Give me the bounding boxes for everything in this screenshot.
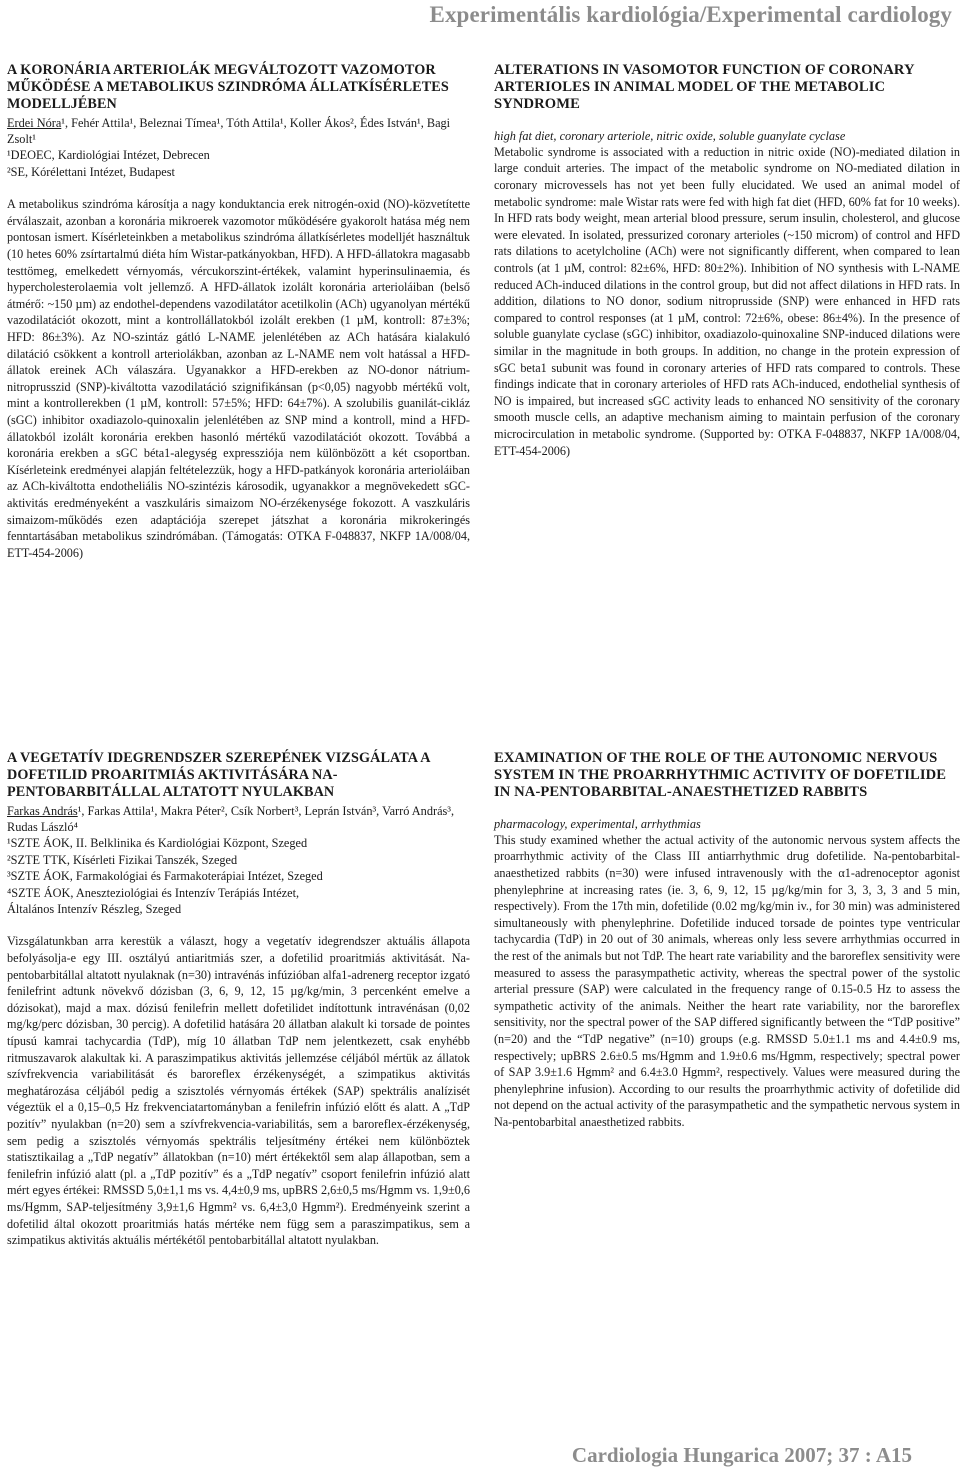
article-1-english — [494, 62, 960, 459]
article-2-en-keywords: pharmacology, experimental, arrhythmias — [494, 816, 701, 831]
article-1-en-abstract: Metabolic syndrome is associated with a reduction in nitric oxide (NO)-mediated dilation in large conduit arteries. The impact of the metabolic syndrome on NO-mediated dilation in coronary microvessels has not yet been fully elucidated. We used an animal model of metabolic syndrome: male Wistar rats were fed with high fat diet (HFD, 60% fat for 10 weeks). In HFD rats body weight, mean arterial blood pressure, serum insulin, cholesterol, and glucose were elevated. In isolated, pressurized coronary arterioles (~150 microm) of control and HFD rats dilations to acetylcholine (ACh) were not significantly different, when compared to lean controls (at 1 µM, control: 82±6%, HFD: 80±2%). Inhibition of NO synthesis with L-NAME reduced ACh-induced dilations in the control group, but did not affect dilations in HFD rats. In addition, dilations to NO donor, sodium nitroprusside (SNP) were enhanced in HFD rats compared to control responses (at 1 µM, control: 72±6%, obese: 86±4%). In the presence of soluble guanylate cyclase (sGC) inhibitor, oxadiazolo-quinoxaline SNP-induced dilations were similar in the magnitude in both groups. In addition, no change in the protein expression of sGC beta1 subunit was found in coronary arteries of HFD rats compared to controls. These findings indicate that in coronary arterioles of HFD rats ACh-induced, endothelial synthesis of NO is impaired, but increased sGC activity leads to enhanced NO sensitivity of the coronary smooth muscle cells, an adaptive mechanism aiming to maintain perfusion of the coronary microcirculation in metabolic syndrome. (Supported by: OTKA F-048837, NKFP 1A/008/04, ETT-454-2006) — [494, 144, 960, 458]
article-2-hu-affiliations — [7, 835, 470, 917]
article-2-hu-title: A VEGETATÍV IDEGRENDSZER SZEREPÉNEK VIZSGÁLATA A DOFETILID PROARITMIÁS AKTIVITÁSÁRA NA-PENTOBARBITÁLLAL ALTATOTT NYULAKBAN — [7, 750, 430, 801]
journal-footer: Cardiologia Hungarica 2007; 37 : A15 — [571, 1443, 912, 1467]
article-2-hu-authors — [7, 803, 470, 836]
co-authors: ¹, Farkas Attila¹, Makra Péter², Csík Norbert³, Leprán István³, Varró András³, Rudas László⁴ — [7, 803, 455, 835]
article-1-hu-abstract: A metabolikus szindróma károsítja a nagy konduktancia erek nitrogén-oxid (NO)-közvetítette érválaszait, azonban a koronária mikroerek vazomotor működésére gyakorolt hatása még nem pontosan ismert. Kísérleteinkben a metabolikus szindróma állatkísérletes modelljét használtuk (10 hetes 60% zsírtartalmú diéta hím Wistar-patkányokban, HFD). A HFD-állatokra magasabb testtömeg, emelkedett vérnyomás, vércukorszint-értékek, valamint hyperinsulinaemia, és hypercholesterolaemia volt jellemző. A HFD-állatok izolált koronária arterioláiban (belső átmérő: ~150 µm) az endothel-dependens vazodilatátor acetilkolin (ACh) ugyanolyan mértékű vazodilatációt okozott, mint a kontrollállatokból izolált erekben (1 µM, kontroll: 87±3%; HFD: 86±3%). Az NO-szintáz gátló L-NAME jelenlétében az ACh hatására kialakuló dilatáció csökkent a kontroll arteriolákban, azonban az L-NAME nem volt hatással a HFD-állatok ereinek ACh válaszára. Ugyanakkor a HFD-erekben az NO-donor nátrium-nitroprusszid (SNP)-kiváltotta vazodilatáció szignifikánsan (p<0,05) nagyobb mértékű volt, mint a kontrollerekben (1 µM, kontroll: 57±5%; HFD: 64±7%). A szolubilis guanilát-cikláz (sGC) inhibitor oxadiazolo-quinoxalin jelenlétében az SNP mind a kontroll, mind a HFD-állatokból izolált koronária erekben hasonló mértékű vazodilatációt okozott. Továbbá a koronária erekben a sGC béta1-alegység expressziója nem különbözött a két csoportban. Kísérleteink eredményei alapján feltételezzük, hogy a HFD-patkányok koronária arterioláiban az ACh-kiváltotta endotheliális NO-szintézis károsodik, ugyanakkor a megnövekedett sGC-aktivitás eredményeként a vaszkuláris simaizom NO-érzékenysége fokozott. A vaszkuláris simaizom-működés ezen adaptációja szerepet játszhat a koronária mikrokeringés fenntartásában metabolikus szindrómában. (Támogatás: OTKA F-048837, NKFP 1A/008/04, ETT-454-2006) — [7, 197, 470, 560]
article-1-en-title: ALTERATIONS IN VASOMOTOR FUNCTION OF CORONARY ARTERIOLES IN ANIMAL MODEL OF THE METABOLIC SYNDROME — [494, 62, 915, 113]
affiliation-1: ¹SZTE ÁOK, II. Belklinika és Kardiológiai Központ, Szeged — [7, 836, 308, 851]
presenting-author: Erdei Nóra — [7, 115, 62, 130]
affiliation-4-continued: Általános Intenzív Részleg, Szeged — [7, 902, 182, 917]
article-1-hu-title: A KORONÁRIA ARTERIOLÁK MEGVÁLTOZOTT VAZOMOTOR MŰKÖDÉSE A METABOLIKUS SZINDRÓMA ÁLLATKÍSÉRLETES MODELLJÉBEN — [7, 62, 449, 113]
affiliation-1: ¹DEOEC, Kardiológiai Intézet, Debrecen — [7, 148, 210, 163]
affiliation-4: ⁴SZTE ÁOK, Aneszteziológiai és Intenzív Terápiás Intézet, — [7, 885, 300, 900]
affiliation-2: ²SZTE TTK, Kísérleti Fizikai Tanszék, Szeged — [7, 852, 238, 867]
article-2-en-abstract: This study examined whether the actual activity of the autonomic nervous system affects the proarrhythmic activity of the Class III antiarrhythmic drug dofetilide. Na-pentobarbital-anaesthetized rabbits (n=30) were infused intravenously with the α1-adrenoceptor agonist phenylephrine at increasing rates (ie. 3, 6, 9, 12, 15 µg/kg/min for 3, 3, 3, 3 and 5 min, respectively). From the 17th min, dofetilide (0.02 mg/kg/min iv., for 30 min) was administered simultaneously with phenylephrine. Dofetilide induced torsade de pointes type ventricular tachycardia (TdP) in 20 out of 30 animals, whereas only less severe arrhythmias occurred in the rest of the animals but not TdP. The heart rate variability and the baroreflex sensitivity were measured to assess the parasympathetic activity, whereas the spectral power of the systolic arterial pressure (SAP) were calculated in the frequency range of 0.15-0.5 Hz to assess the sympathetic activity of the animals. Neither the heart rate variability, nor the baroreflex sensitivity, nor the spectral power of the SAP differed significantly between the “TdP positive” (n=20) and the “TdP negative” (n=10) groups (e.g. RMSSD 5.0±1.1 ms and 4.4±0.9 ms, respectively; upBRS 2.6±0.5 ms/Hgmm and 1.9±0.6 ms/Hgmm, respectively; spectral power of SAP 3.9±1.6 Hgmm² and 6.4±3.0 Hgmm², respectively. Values were measured during the phenylephrine infusion). According to our results the proarrhythmic activity of dofetilide did not depend on the actual activity of the parasympathetic and the sympathetic nervous system in Na-pentobarbital anaesthetized rabbits. — [494, 832, 960, 1129]
article-2-en-title: EXAMINATION OF THE ROLE OF THE AUTONOMIC NERVOUS SYSTEM IN THE PROARRHYTHMIC ACTIVITY OF DOFETILIDE IN NA-PENTOBARBITAL-ANAESTHETIZED RABBITS — [494, 750, 947, 801]
affiliation-3: ³SZTE ÁOK, Farmakológiai és Farmakoterápiai Intézet, Szeged — [7, 869, 323, 884]
co-authors: ¹, Fehér Attila¹, Beleznai Tímea¹, Tóth Attila¹, Koller Ákos², Édes István¹, Bagi Zsolt¹ — [7, 115, 451, 147]
presenting-author: Farkas András — [7, 803, 78, 818]
article-1-en-keywords: high fat diet, coronary arteriole, nitric oxide, soluble guanylate cyclase — [494, 128, 846, 143]
article-1-hu-authors — [7, 115, 470, 148]
article-2-hungarian — [7, 750, 470, 1249]
article-1-hungarian — [7, 62, 470, 561]
article-2-english — [494, 750, 960, 1131]
running-title: Experimentális kardiológia/Experimental cardiology — [429, 2, 952, 27]
article-1-hu-affiliations — [7, 147, 470, 180]
article-2-hu-abstract: Vizsgálatunkban arra kerestük a választ, hogy a vegetatív idegrendszer aktuális állapota befolyásolja-e egy III. osztályú antiaritmiás szer, a dofetilid proaritmiás aktivitását. Na-pentobarbitállal altatott nyulaknak (n=30) intravénás infúzióban alfa1-adrenerg receptor izgató fenilefrint adtunk növekvő dózisban (3, 6, 9, 12, 15 µg/kg/min, 3 percenként emelve a dózisokat), majd a max. dózisú fenilefrin mellett dofetilidet indítottunk intravénásan (0,02 mg/kg/perc dózisban, 30 percig). A dofetilid hatására 20 állatban alakult ki torsade de pointes típusú kamrai tachycardia (TdP), míg 10 állatban TdP nem jelentkezett, csak enyhébb ritmuszavarok alakultak ki. A paraszimpatikus aktivitás jellemzése céljából mértük az állatok szívfrekvencia variabilitását és baroreflex érzékenységét, a szimpatikus aktivitás meghatározása céljából pedig a szisztolés vérnyomás értékek (SAP) spektrális analízisét végeztük el a 0,15–0,5 Hz frekvenciatartományban a fenilefrin infúzió előtt és alatt. A „TdP pozitív” nyulakban (n=20) sem a szívfrekvencia-variabilitás, sem a baroreflex-érzékenység, sem pedig a szisztolés vérnyomás spektrális teljesítmény értékei nem különböztek statisztikailag a „TdP negatív” állatokban (n=10) mért értékektől sem alap állapotban, sem a fenilefrin infúzió alatt (pl. a „TdP pozitív” és a „TdP negatív” csoport fenilefrin infúzió alatt mért egyes értékei: RMSSD 5,0±1,1 ms vs. 4,4±0,9 ms, upBRS 2,6±0,5 ms/Hgmm vs. 1,9±0,6 ms/Hgmm, SAP-teljesítmény 3,9±1,6 Hgmm² vs. 6,4±3,0 Hgmm²). Eredményeink szerint a dofetilid által okozott proaritmiás hatás mértéke nem függ sem a paraszimpatikus, sem a szimpatikus aktivitás aktuális mértékétől pentobarbitállal altatott nyulakban. — [7, 934, 470, 1248]
affiliation-2: ²SE, Kórélettani Intézet, Budapest — [7, 164, 175, 179]
